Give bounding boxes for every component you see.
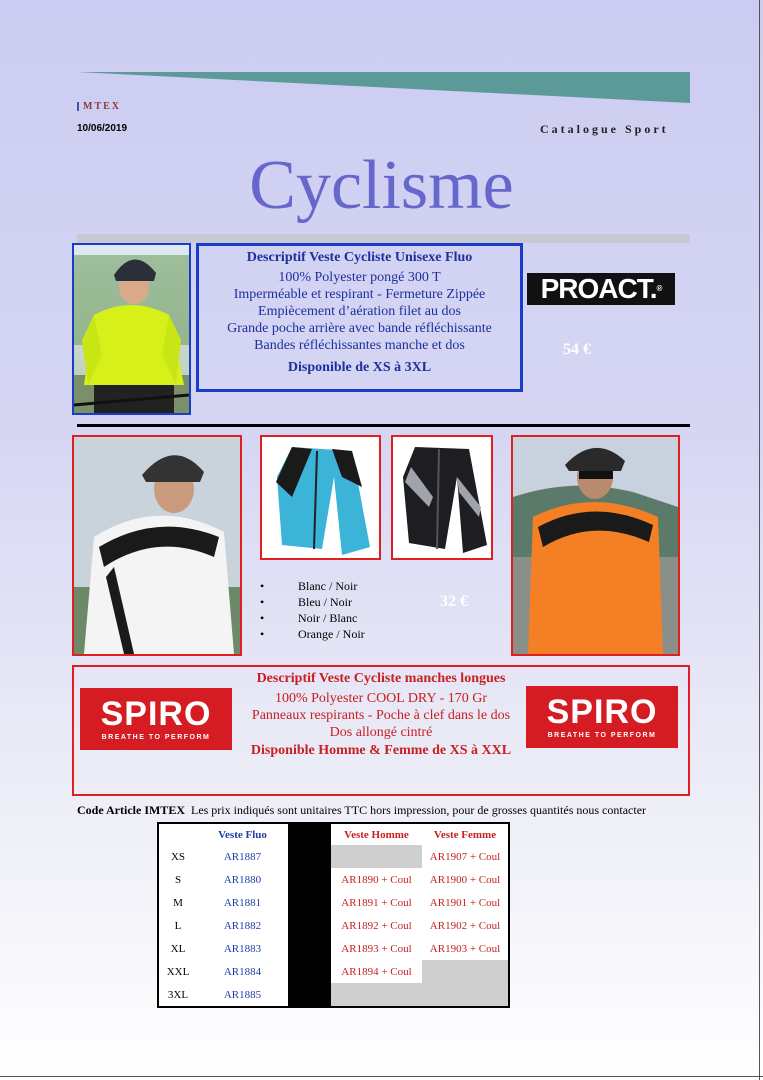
catalogue-date: 10/06/2019 bbox=[77, 123, 128, 134]
brand-bar bbox=[77, 102, 79, 111]
blue-jacket-photo bbox=[260, 435, 381, 560]
long-sleeve-line-1: 100% Polyester COOL DRY - 170 Gr bbox=[274, 691, 488, 706]
header-veste-homme: Veste Homme bbox=[344, 828, 409, 841]
color-option: • Orange / Noir bbox=[260, 626, 365, 642]
spiro-logo-left: SPIRO BREATHE TO PERFORM bbox=[80, 688, 232, 750]
page-edge-right bbox=[759, 0, 760, 1080]
color-option: • Blanc / Noir bbox=[260, 578, 365, 594]
code-article-label: Code Article IMTEX bbox=[77, 803, 185, 817]
header-veste-fluo: Veste Fluo bbox=[218, 828, 267, 841]
fluo-jacket-description bbox=[196, 243, 523, 392]
table-row: 3XL AR1885 bbox=[158, 983, 509, 1007]
page-edge-bottom bbox=[0, 1076, 763, 1077]
fluo-line-3: Empiècement d’aération filet au dos bbox=[258, 304, 461, 319]
page-title: Cyclisme bbox=[249, 147, 514, 224]
color-list bbox=[260, 578, 365, 642]
section-divider bbox=[77, 424, 690, 427]
header-veste-femme: Veste Femme bbox=[433, 828, 497, 841]
orange-jacket-photo bbox=[511, 435, 680, 656]
fluo-jacket-photo bbox=[72, 243, 191, 415]
spiro-logo-right: SPIRO BREATHE TO PERFORM bbox=[526, 686, 678, 748]
fluo-line-4: Grande poche arrière avec bande réfléchissante bbox=[227, 321, 492, 336]
catalogue-label: Catalogue Sport bbox=[540, 122, 669, 136]
title-divider bbox=[77, 234, 690, 243]
price-note-text: Les prix indiqués sont unitaires TTC hors impression, pour de grosses quantités nous contacter bbox=[190, 803, 647, 817]
brand-name: MTEX bbox=[83, 101, 121, 112]
article-code-table bbox=[157, 822, 510, 1008]
table-row: M AR1881 AR1891 + Coul AR1901 + Coul bbox=[158, 891, 509, 914]
fluo-price: 54 € bbox=[563, 341, 591, 358]
long-sleeve-description-title: Descriptif Veste Cycliste manches longues bbox=[256, 671, 506, 686]
color-option: • Noir / Blanc bbox=[260, 610, 365, 626]
long-sleeve-price: 32 € bbox=[440, 593, 468, 610]
long-sleeve-line-3: Dos allongé cintré bbox=[329, 725, 433, 740]
table-row: L AR1882 AR1892 + Coul AR1902 + Coul bbox=[158, 914, 509, 937]
long-sleeve-line-2: Panneaux respirants - Poche à clef dans le dos bbox=[251, 708, 511, 723]
black-jacket-photo bbox=[391, 435, 493, 560]
table-row: XXL AR1884 AR1894 + Coul bbox=[158, 960, 509, 983]
header-wedge bbox=[77, 72, 690, 104]
table-row: XL AR1883 AR1893 + Coul AR1903 + Coul bbox=[158, 937, 509, 960]
proact-logo: PROACT.® bbox=[527, 273, 675, 305]
price-note bbox=[77, 803, 646, 818]
table-row: XS AR1887 AR1907 + Coul bbox=[158, 845, 509, 868]
long-sleeve-availability: Disponible Homme & Femme de XS à XXL bbox=[250, 743, 512, 758]
fluo-line-1: 100% Polyester pongé 300 T bbox=[278, 270, 441, 285]
fluo-line-5: Bandes réfléchissantes manche et dos bbox=[254, 338, 465, 353]
color-option: • Bleu / Noir bbox=[260, 594, 365, 610]
fluo-line-2: Imperméable et respirant - Fermeture Zippée bbox=[233, 287, 486, 302]
fluo-availability: Disponible de XS à 3XL bbox=[287, 360, 432, 375]
table-row: S AR1880 AR1890 + Coul AR1900 + Coul bbox=[158, 868, 509, 891]
white-jacket-photo bbox=[72, 435, 242, 656]
fluo-description-title: Descriptif Veste Cycliste Unisexe Fluo bbox=[246, 250, 473, 265]
table-header-row bbox=[158, 823, 509, 845]
